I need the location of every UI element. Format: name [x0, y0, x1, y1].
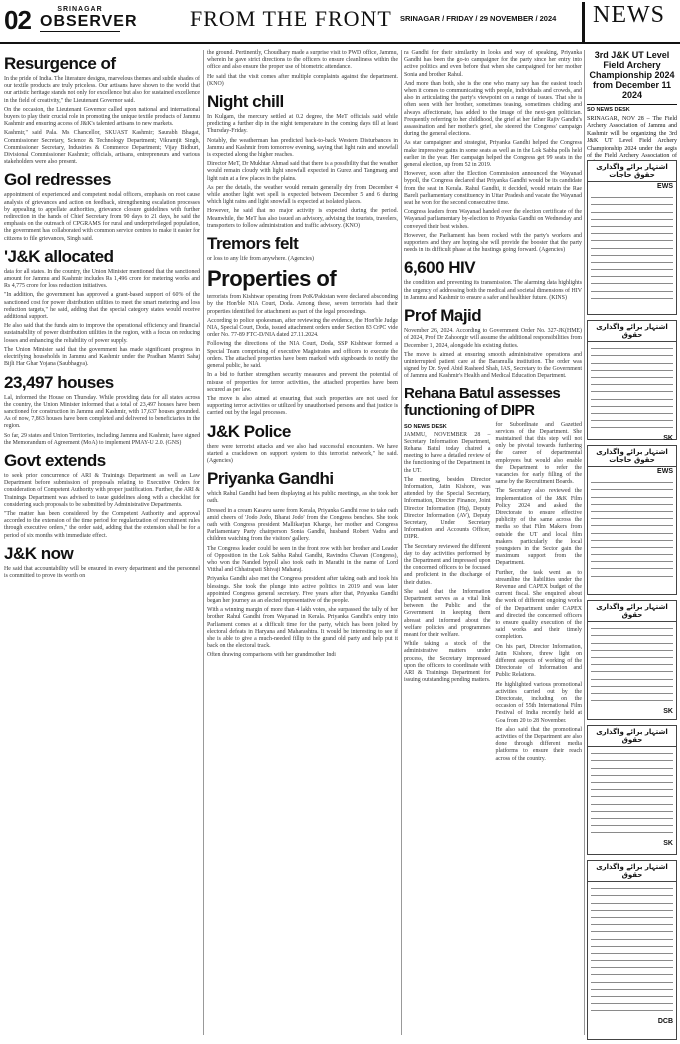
column-divider [401, 50, 402, 1035]
article-text: She said that the Information Department serves as a vital link between the Public and the Government in keeping them abreast and informed about the welfare policies and programmes meant for their welfare. [404, 588, 491, 638]
column-divider [203, 50, 204, 1035]
article-text: He said that the visit comes after multiple complaints against the department. (KNO) [207, 73, 398, 87]
ad-header: اشتہار برائے واگذاری حقوق [588, 601, 676, 622]
article-text: "The matter has been considered by the Competent Authority and approval accorded to the extension of the time period for regularization of recruitment rules through executive orders," the order said, adding that the extension shall be for a period of six months with immediate effect. [4, 510, 200, 539]
article-text: However, he said that no major activity is expected during the period. Meanwhile, the MeT has also issued an advisory, advising the tourists, travelers, transporters to follow administration and traffic advisory. (KNO) [207, 208, 398, 229]
article-text: or loss to any life from anywhere. (Agencies) [207, 256, 314, 263]
article-text: With a winning margin of more than 4 lakh votes, she surpassed the tally of her brother Rahul Gandhi from Wayanad in Kerala. Priyanka Gandhi's entry into Parliament comes at a difficult time for the party, which has been jolted by electoral defeats in Haryana and Maharashtra. It would be interesting to see if she is able to give a much-needed fillip to the grand old party and help put it back on the electoral track. [207, 607, 398, 650]
article-text: The Secretary reviewed the different day to day activities performed by the Department and impressed upon the concerned officers to be focused and proficient in the discharge of their duties. [404, 543, 491, 586]
article-text: He said that accountability will be ensured in every department and the personnel is committed to prove its worth on [4, 565, 200, 579]
article-text: He also said that the promotional activities of the Department are also done through different media platforms to ensure their reach across of the country. [495, 726, 582, 762]
article-text: which Rahul Gandhi had been displaying at his public meetings, as she took her oath. [207, 491, 398, 505]
ad-table [588, 622, 676, 707]
article-text: Priyanka Gandhi also met the Congress president after taking oath and took his blessings. She took the plunge into active politics in 2019 and was later appointed Congress general secretary. Five years after that, Priyanka Gandhi began her journey as an elected representative of the people. [207, 576, 398, 604]
ad-badge: EWS [657, 183, 673, 190]
headline: 23,497 houses [4, 372, 114, 392]
ad-table [588, 476, 676, 583]
archery-headline: 3rd J&K UT Level Field Archery Championship 2024 from December 11 2024 [587, 50, 677, 105]
article-text: Often drawing comparisons with her grandmother Indi [207, 652, 336, 659]
ad-table [588, 747, 676, 839]
ad-table [588, 191, 676, 305]
article-text: for Subordinate and Gazetted services of the Department. She maintained that this step will not only be pivotal towards furthering the career of departmental employees but would also enable the Department to refer the vacancies for early filling of the same by the Recruitment Boards. [495, 421, 582, 486]
headline: 6,600 HIV [404, 258, 476, 278]
ad-header: اشتہار برائے واگذاری حقوق [588, 861, 676, 882]
article-text: to seek prior concurrence of ARI & Trainings Department as well as Law Department before submission of proposals relating to Executive Orders for consideration of Competent Authority with proper justification. Further, the ARI & Trainings Department was advised to issue guidelines along with a checklist for considering such proposals to be submitted by Administrative Departments. [4, 472, 200, 508]
archery-text: SRINAGAR, NOV 28 – The Field Archery Association of Jammu and Kashmir will be organizing the 3rd J&K UT Level Field Archery Championship 2024 under the aegis of the Field Archery Association of [587, 116, 677, 160]
article-text: According to police spokesman, after reviewing the evidence, the Hon'ble Judge NIA, Special Court, Doda, issued attachment orders under Section 83 CrPC vide order No. 77-89 FTC-D/NIA dated 27.11.2024. [207, 317, 398, 339]
article-text: Congress leaders from Wayanad handed over the election certificate of the Wayanad parliamentary by-election to Priyanka Gandhi on Wednesday and conveyed their best wishes. [404, 209, 582, 230]
article-text: Kashmir," said Pala. Ms Chancellor, SKUAST Kashmir; Saurabh Bhagat, Commissioner Secretary, Science & Technology Department; Vikramjit Singh, Commissioner Secretary, Industries & Commerce Department; Vijay Bidhuri, Divisional Commissioner Kashmir; officials, artisans, entrepreneurs and various stakeholders were also present. [4, 130, 200, 166]
article-text: In a bid to further strengthen security measures and prevent the potential of misuse of properties for terror activities, the attached properties have been secured as per law. [207, 372, 398, 393]
headline: Prof Majid [404, 306, 482, 326]
article-text: While taking a stock of the administrative matters under process, the Secretary impressed upon the officers to coordinate with ARI & Trainings Department for issuing outstanding pending matters. [404, 641, 491, 684]
rehana-subcol-1 [404, 422, 491, 765]
article-text: On the occasion, the Lieutenant Governor called upon national and international buyers to play their crucial role in promoting the unique textile products of Jammu Kashmir and ensuring access of J&K's talented artisans to new markets. [4, 106, 200, 128]
classified-ad [587, 320, 677, 443]
article-text: However, the Parliament has been rocked with the party's workers and supporters and they are hoping she will provide the booster that the party needs in its difficult phase at the hustings going forward. (Agencies) [404, 232, 582, 254]
article-text: Lal, informed the House on Thursday. While providing data for all states across the country, the Union Minister informed that a total of 23,497 houses have been sanctioned for construction in Jammu and Kashmir, with 17,637 houses grounded. As of now, 7,863 houses have been completed and delivered to beneficiaries in the region. [4, 394, 200, 430]
rehana-subcol-2 [496, 422, 583, 765]
article-text: The move is aimed at ensuring smooth administrative operations and uninterrupted patient care at the Baramulla institution. The order was signed by Dr. Syed Abid Rasheed Shah, IAS, Secretary to the Government of Jammu and Kashmir's Health and Medical Education Department. [404, 351, 582, 380]
article-text: The Secretary also reviewed the implementation of the J&K Film Policy 2024 and asked the Directorate to ensure effective publicity of the same across the media so that Film Makers from outside the UT and local film makers particularly the local youngsters in the Sector gain the maximum support from the Department. [495, 488, 582, 567]
ad-header: اشتہار برائے واگذاری حقوق حاجات [588, 161, 676, 182]
classified-ad [587, 725, 677, 855]
ad-badge: SK [663, 840, 673, 848]
headline: J&K Police [207, 421, 291, 441]
article-text: The Congress leader could be seen in the front row with her brother and Leader of Opposition in the Lok Sabha Rahul Gandhi, Ravindra Chavan (Congress), who won the Nanded bypoll also took oath in Marathi in the name of Lord Vitthal and Chhatrapati Shivaji Maharaj. [207, 545, 398, 574]
article-text: the condition and preventing its transmission. The alarming data highlights the urgency of addressing both the medical and societal dimensions of HIV in Jammu and Kashmir to ensure a safer and healthier future. (KINS) [404, 280, 582, 301]
page-number: 02 [4, 5, 31, 35]
ad-header: اشتہار برائے واگذاری حقوق [588, 321, 676, 342]
article-text: Notably, the weatherman has predicted back-to-back Western Disturbances in Jammu and Kashmir from tomorrow evening, saying that light rain and snowfall is expected along the higher reaches. [207, 137, 398, 159]
brand-logo [40, 6, 138, 32]
article-text: The meeting, besides Director Information, Jatin Kishore, was attended by the Special Secretary, Information, Director Finance, Joint Director Information (Hq), Deputy Director Information (AV), Deputy Secretary, Under Secretary Information and Accounts Officer, DIPR. [404, 476, 491, 541]
right-column [587, 50, 677, 168]
bureau-byline: SO NEWS DESK [587, 107, 630, 113]
brand-name: OBSERVER [40, 13, 138, 30]
ad-header: اشتہار برائے واگذاری حقوق [588, 726, 676, 747]
article-text: The move is also aimed at ensuring that such properties are not used for supporting terror activities or utilized by unauthorised persons and that justice is carried out by the legal processes. [207, 395, 398, 417]
column-divider [584, 50, 585, 1035]
article-text: Further, the task went as to streamline the liabilities under the Revenue and CAPEX budget of the current fiscal. She enquired about the work of different ongoing works of the Department under CAPEX and directed the concerned officers to ensure quality execution of the said works and their timely completion. [495, 569, 582, 641]
article-text: the ground. Pertinently, Choudhary made a surprise visit to PWD office, Jammu, wherein he gave strict directions to the officers to ensure cleanliness within the office and also ensure the proper use of biometric attendance. [207, 50, 398, 71]
article-text: As per the details, the weather would remain generally dry from December 4 while another light wet spell is expected between December 5 and 6 during which light rains and light snowfall is expected at isolated places. [207, 184, 398, 206]
ad-badge: EWS [657, 468, 673, 475]
article-text: The Union Minister said that the government has made significant progress in electrifying households in Jammu and Kashmir under the Pradhan Mantri Sahaj Bijli Har Ghar Yojana (Saubhagya). [4, 346, 200, 368]
article-text: On his part, Director Information, Jatin Kishore, threw light on different aspects of working of the Directorate of Information and Public Relations. [495, 643, 582, 679]
brand-city: SRINAGAR [57, 6, 103, 13]
article-text: there were terrorist attacks and we also had successful encounters. We have started a crackdown on support system to this terrorist network," he said. (Agencies) [207, 443, 398, 464]
article-text: Director MeT, Dr Mukhtar Ahmad said that there is a possibility that the weather would remain cloudy with light snowfall expected in Gurez and Tangmarg and light rain at a few places in the plains. [207, 161, 398, 182]
classified-ad [587, 600, 677, 720]
article-text: However, soon after the Election Commission announced the Wayanad bypoll, the Congress declared that Priyanka Gandhi would be its candidate from the seat in Kerala. Rahul Gandhi, it decided, would retain the Rae Bareli parliamentary constituency in Uttar Pradesh and vacate the Wayanad seat he won for the second consecutive time. [404, 171, 582, 207]
article-text: Dressed in a cream Kasavu saree from Kerala, Priyanka Gandhi rose to take oath amid cheers of 'Jodo Jodo, Bharat Jodo' from the Congress benches. She took oath with Congress president Mallikarjun Kharge, her mother and Congress Parliamentary Party chairperson Sonia Gandhi, husband Robert Vadra and children watching from the visitors' gallery. [207, 507, 398, 543]
headline: Night chill [207, 92, 284, 112]
column-3 [404, 50, 582, 765]
article-text: He also said that the funds aim to improve the operational efficiency and financial sustainability of power distribution utilities in the region, with a focus on reducing losses and enhancing the reliability of power supply. [4, 323, 200, 344]
headline: Properties of [207, 266, 337, 292]
article-text: So far, 29 states and Union Territories, including Jammu and Kashmir, have signed the Memorandum of Agreement (MoA) to implement PMAY-U 2.0. (GNS) [4, 432, 200, 446]
article-text: appointment of experienced and competent nodal officers, emphasis on root cause analysis of grievances and action on feedback, strengthening escalation processes by appealing to appellate authorities, grievance closure guidelines with further redirection in the hands of Chief Secretary from 90 days to 21 days, he said the emphasis on the outreach of CPGRAMS for rural and underprivileged population, the government has collaborated with common service centres to make it easier for citizens to file grievances, Singh said. [4, 192, 200, 242]
article-text: JAMMU, NOVEMBER 28 – Secretary Information Department, Rehana Batul today chaired a meeting to have a detailed review of the functioning of the Department in the UT. [404, 431, 491, 474]
article-text: In Kulgam, the mercury settled at 0.2 degree, the MeT officials said while predicting a further dip in the night temperature in the coming days till at least Thursday-Friday. [207, 114, 398, 135]
article-text: ra Gandhi for their similarity in looks and way of speaking, Priyanka Gandhi has been the go-to campaigner for the party since her entry into active politics and even before that when she campaigned for her mother Sonia and brother Rahul. [404, 50, 582, 78]
headline: Priyanka Gandhi [207, 469, 334, 489]
ad-table [588, 882, 676, 1017]
classified-ad [587, 445, 677, 595]
bureau-byline: SO NEWS DESK [404, 423, 447, 430]
ad-badge: SK [663, 435, 673, 443]
article-text: data for all states. In the country, the Union Minister mentioned that the sanctioned amount for Jammu and Kashmir includes Rs 1,496 crore for metering works and Rs 4,775 crore for loss reduction initiatives. [4, 268, 200, 290]
headline: Resurgence of [4, 54, 116, 73]
ad-badge: SK [663, 708, 673, 716]
rehana-article [404, 422, 582, 765]
classified-ad [587, 160, 677, 315]
article-text: November 26, 2024. According to Government Order No. 327-JK(HME) of 2024, Prof Dr Zahoorgir will assume the additional responsibilities from December 1, 2024, alongside his existing duties. [404, 328, 582, 349]
headline: Govt extends [4, 450, 106, 470]
classified-ad [587, 860, 677, 1040]
dateline: SRINAGAR / FRIDAY / 29 NOVEMBER / 2024 [400, 14, 557, 23]
article-text: "In addition, the government has approved a grant-based support of 60% of the sanctioned cost for power distribution utilities to meet the smart metering and loss reduction targets," he said, adding that the special category states would receive additional support. [4, 292, 200, 321]
news-tab: NEWS [582, 2, 680, 42]
masthead [0, 0, 680, 44]
headline: Tremors felt [207, 234, 299, 254]
column-2 [207, 50, 398, 662]
article-text: Following the directions of the NIA Court, Doda, SSP Kishtwar formed a Special Team comprising of executive Magistrates and officers to execute the orders. The attached properties have been marked with signboards to notify the general public, he said. [207, 341, 398, 370]
headline: J&K now [4, 543, 74, 563]
headline: Rehana Batul assesses functioning of DIPR [404, 384, 561, 419]
ad-table [588, 342, 676, 434]
ad-header: اشتہار برائے واگذاری حقوق حاجات [588, 446, 676, 467]
article-text: He highlighted various promotional activities carried out by the Directorate, including on the occasion of 55th International Film Festival of India recently held at Goa from 20 to 28 November. [495, 681, 582, 724]
article-text: terrorists from Kishtwar operating from PoK/Pakistan were declared absconding by the Hon'ble NIA Court, Doda. Among these, seven terrorists had their properties identified for attachment as part of the legal proceedings. [207, 294, 398, 315]
section-title: FROM THE FRONT [190, 6, 392, 31]
article-text: In the pride of India. The literature designs, marvelous themes and subtle shades of our textile products are truly priceless. Our artisans have shown to the world that our artistic heritage stands not only for excellence but also for sustained excellence in the field of creativity," the Lieutenant Governor said. [4, 76, 200, 104]
article-text: As star campaigner and strategist, Priyanka Gandhi helped the Congress make impressive gains in some seats as well as in the Lok Sabha polls held earlier in the year. Her campaign helped the Congress get 99 seats in the general election, up from 52 in 2019. [404, 140, 582, 169]
headline: GoI redresses [4, 170, 111, 190]
ad-badge: DCB [657, 1018, 673, 1026]
column-1 [4, 50, 200, 582]
headline: 'J&K allocated [4, 246, 114, 266]
article-text: And more than both, she is the one who many say has the easiest touch when it comes to communicating with people, individuals and crowds, and also in articulating the party's viewpoint on a range of issues. That she is often seen with her brother, sometimes teasing, sometimes chiding and always affectionate, has added to the image of the next-gen politician. Frequently referring to her childhood, the grief at her father Rajiv Gandhi's assassination and her mother's grief, she steered the Congress' campaign during the general elections. [404, 80, 582, 138]
